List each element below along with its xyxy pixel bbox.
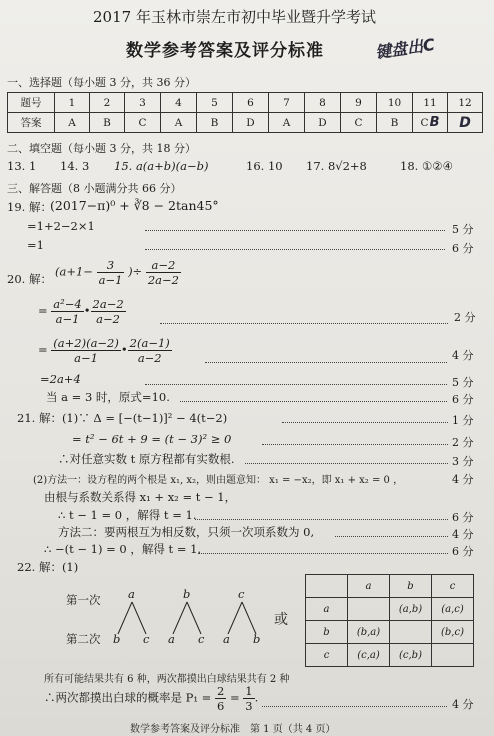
row-label-answer: 答案: [8, 113, 55, 133]
q21-line5: 由根与系数关系得 x₁ + x₂ = t − 1，: [44, 490, 237, 504]
q19-step1: =1+2−2×1: [27, 219, 95, 233]
question-number: 7: [269, 93, 305, 113]
dotted-leader: [180, 401, 447, 402]
question-number: 2: [90, 93, 125, 113]
q19-step2: =1: [27, 238, 44, 252]
score-label: 4 分: [452, 698, 474, 711]
table-cell: (c,a): [348, 644, 390, 667]
q20-step4: 当 a = 3 时，原式=10.: [46, 390, 170, 404]
table-cell: b: [306, 621, 348, 644]
score-label: 4 分: [452, 349, 474, 362]
score-label: 2 分: [452, 436, 474, 449]
page-subtitle: 数学参考答案及评分标准: [126, 41, 324, 61]
tree-branch-c: [228, 602, 256, 634]
q20-label: 20. 解：: [7, 272, 52, 286]
table-cell: c: [432, 575, 474, 598]
fill-answer: 15. a(a+b)(a−b): [114, 159, 209, 173]
table-cell: (a,b): [390, 598, 432, 621]
table-row: [8, 93, 483, 113]
tree-second-label: 第二次: [66, 632, 101, 646]
table-row: [306, 621, 474, 644]
handwritten-correction: B: [429, 115, 440, 130]
table-cell: a: [348, 575, 390, 598]
q21-line3: ∴对任意实数 t 原方程都有实数根.: [58, 452, 235, 466]
outcome-table: [305, 574, 474, 667]
row-label-number: 题号: [8, 93, 55, 113]
question-number: 9: [341, 93, 377, 113]
tree-first-label: 第一次: [66, 593, 101, 607]
dotted-leader: [282, 422, 448, 423]
q21-line2: = t² − 6t + 9 = (t − 3)² ≥ 0: [72, 432, 232, 446]
tree-node: c: [238, 587, 245, 601]
q21-line4: (2)方法一：设方程的两个根是 x₁, x₂，则由题意知： x₁ = −x₂，即 x₁ + x₂ = 0 ，: [33, 475, 404, 486]
section3-heading: 三、解答题（8 小题满分共 66 分）: [7, 182, 182, 195]
q21-line7: 方法二：要两根互为相反数，只须一次项系数为 0,: [58, 525, 315, 539]
score-label: 4 分: [452, 473, 474, 486]
tree-node: a: [128, 587, 135, 601]
q21-line8: ∴ −(t − 1) = 0 ，解得 t = 1.: [44, 542, 202, 556]
score-label: 1 分: [452, 414, 474, 427]
dotted-leader: [245, 463, 448, 464]
table-cell: c: [306, 644, 348, 667]
dotted-leader: [145, 230, 445, 231]
tree-edge: [187, 602, 201, 634]
answer-cell: D: [305, 113, 341, 133]
tree-edge: [132, 602, 146, 634]
tree-edge: [173, 602, 187, 634]
score-label: 5 分: [452, 376, 474, 389]
question-number: 12: [448, 93, 483, 113]
dotted-leader: [145, 384, 447, 385]
answer-cell: D: [448, 113, 483, 133]
exam-title: 2017 年玉林市崇左市初中毕业暨升学考试: [93, 8, 376, 26]
score-label: 6 分: [452, 242, 474, 255]
dotted-leader: [198, 553, 448, 554]
tree-node: a: [168, 632, 175, 646]
answer-cell: A: [269, 113, 305, 133]
tree-node: c: [143, 632, 150, 646]
score-label: 2 分: [454, 311, 476, 324]
score-label: 6 分: [452, 511, 474, 524]
fill-answer: 13. 1: [7, 159, 37, 173]
answer-cell: B: [377, 113, 413, 133]
q20-step3: =2a+4: [40, 372, 81, 386]
table-cell: (b,a): [348, 621, 390, 644]
question-number: 1: [55, 93, 90, 113]
tree-node: b: [183, 587, 191, 601]
table-cell: (c,b): [390, 644, 432, 667]
fill-answer: 14. 3: [60, 159, 90, 173]
dotted-leader: [195, 519, 448, 520]
table-row: [306, 598, 474, 621]
tree-node: b: [253, 632, 261, 646]
table-cell: a: [306, 598, 348, 621]
q20-step1: = $\frac{\text{a²−4}}{a-1}$ • $\frac{2a-2}{a-2}$: [38, 297, 124, 326]
tree-edge: [242, 602, 256, 634]
q21-line6: ∴ t − 1 = 0 ，解得 t = 1.: [58, 508, 197, 522]
handwritten-note: 键盘出C: [374, 34, 436, 63]
tree-branch-a: [118, 602, 146, 634]
question-number: 3: [125, 93, 161, 113]
score-label: 6 分: [452, 393, 474, 406]
score-label: 3 分: [452, 455, 474, 468]
section2-heading: 二、填空题（每小题 3 分，共 18 分）: [7, 142, 196, 155]
fill-answer: 18. ①②④: [400, 159, 453, 173]
score-label: 5 分: [452, 223, 474, 236]
question-number: 5: [197, 93, 233, 113]
table-row: [8, 113, 483, 133]
q21-line1: 21. 解：(1)∵ Δ = [−(t−1)]² − 4(t−2): [17, 411, 228, 425]
table-cell: [348, 598, 390, 621]
table-row: [306, 644, 474, 667]
dotted-leader: [160, 323, 448, 324]
table-cell: [390, 621, 432, 644]
tree-edge: [118, 602, 132, 634]
dotted-leader: [262, 706, 447, 707]
table-row: [306, 575, 474, 598]
score-label: 6 分: [452, 545, 474, 558]
q22-probability: ∴两次都摸出白球的概率是 P₁ = $\frac{2}{6}$ = $\frac{1}{3}$ .: [44, 684, 259, 713]
question-number: 4: [161, 93, 197, 113]
table-cell: b: [390, 575, 432, 598]
question-number: 8: [305, 93, 341, 113]
fill-answer: 17. 8√2+8: [306, 159, 367, 173]
tree-edge: [228, 602, 242, 634]
answer-cell: CB: [413, 113, 448, 133]
question-number: 11: [413, 93, 448, 113]
answer-cell: A: [161, 113, 197, 133]
tree-branch-b: [173, 602, 201, 634]
dotted-leader: [205, 362, 447, 363]
table-cell: [432, 644, 474, 667]
dotted-leader: [145, 249, 445, 250]
answer-cell: C: [341, 113, 377, 133]
section1-heading: 一、选择题（每小题 3 分，共 36 分）: [7, 76, 196, 89]
answer-cell: A: [55, 113, 90, 133]
answer-cell: B: [197, 113, 233, 133]
q20-expression: (a+1− $\frac{3}{a-1}$ )÷ $\frac{a-2}{2a-2}$: [55, 258, 179, 287]
fill-answer: 16. 10: [246, 159, 283, 173]
answer-cell: D: [233, 113, 269, 133]
q19-label: 19. 解：: [7, 200, 52, 214]
or-label: 或: [274, 612, 288, 628]
score-label: 4 分: [452, 528, 474, 541]
q20-step2: = $\frac{(a+2)(a-2)}{a-1}$ • $\frac{2(a-1)}{a-2}$: [38, 336, 170, 365]
dotted-leader: [335, 536, 448, 537]
tree-node: c: [198, 632, 205, 646]
question-number: 6: [233, 93, 269, 113]
table-cell: [306, 575, 348, 598]
q22-label: 22. 解：(1): [17, 560, 79, 574]
dotted-leader: [262, 444, 448, 445]
tree-node: b: [113, 632, 121, 646]
tree-node: a: [223, 632, 230, 646]
question-number: 10: [377, 93, 413, 113]
page-footer: 数学参考答案及评分标准 第 1 页（共 4 页）: [130, 724, 336, 735]
answer-table: [7, 92, 483, 133]
q22-summary: 所有可能结果共有 6 种，两次都摸出白球结果共有 2 种: [44, 674, 290, 685]
answer-cell: C: [125, 113, 161, 133]
q19-expression: (2017−π)⁰ + ∛8 − 2tan45°: [50, 198, 219, 213]
table-cell: (a,c): [432, 598, 474, 621]
answer-cell: B: [90, 113, 125, 133]
table-cell: (b,c): [432, 621, 474, 644]
